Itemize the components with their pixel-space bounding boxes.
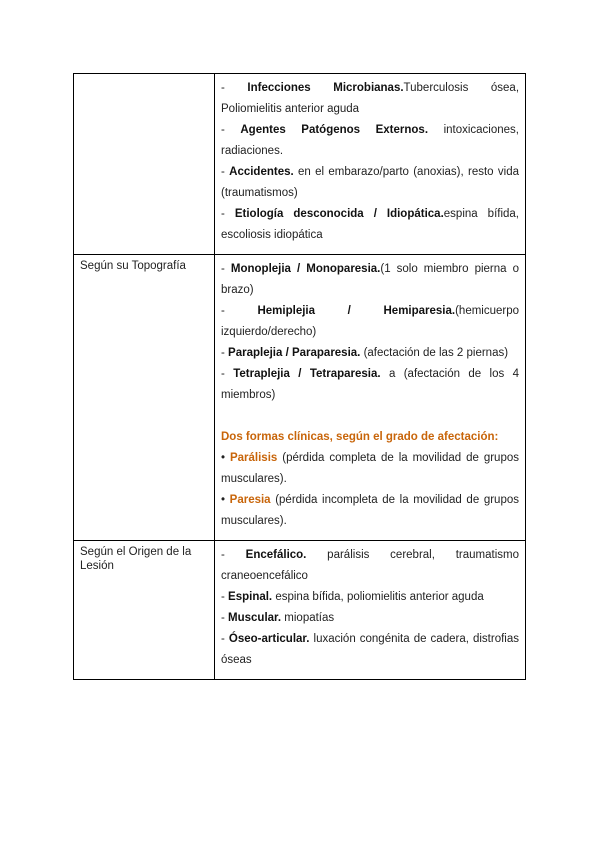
item-term: Paraplejia / Paraparesia. [228, 347, 361, 359]
bullet-text: (pérdida completa de la movilidad de grupos musculares). [221, 452, 519, 485]
item-term: Agentes Patógenos Externos. [240, 124, 429, 136]
list-item: - Tetraplejia / Tetraparesia. a (afectación de los 4 miembros) [221, 368, 519, 401]
item-text: espina bífida, poliomielitis anterior aguda [272, 591, 484, 603]
item-text: parálisis cerebral, traumatismo craneoencefálico [221, 549, 520, 582]
row-content [215, 74, 526, 255]
bullet-item: • Parálisis (pérdida completa de la movilidad de grupos musculares). [221, 452, 519, 485]
list-item: - Encefálico. parálisis cerebral, traumatismo craneoencefálico [221, 549, 520, 582]
list-item: - Etiología desconocida / Idiopática.espina bífida, escoliosis idiopática [221, 208, 519, 241]
item-term: Tetraplejia / Tetraparesia. [233, 368, 381, 380]
item-term: Monoplejia / Monoparesia. [230, 263, 381, 275]
item-term: Espinal. [228, 591, 273, 603]
item-text: intoxicaciones, radiaciones. [221, 124, 519, 157]
list-item: - Monoplejia / Monoparesia.(1 solo miembro pierna o brazo) [221, 263, 519, 296]
list-item: - Infecciones Microbianas.Tuberculosis ósea, Poliomielitis anterior aguda [221, 82, 520, 115]
row-label [74, 74, 215, 255]
list-item: - Hemiplejia / Hemiparesia.(hemicuerpo izquierdo/derecho) [221, 305, 520, 338]
list-item: - Espinal. espina bífida, poliomielitis anterior aguda [221, 591, 484, 603]
item-term: Óseo-articular. [228, 633, 310, 645]
classification-table [73, 73, 526, 680]
bullet-item: • Paresia (pérdida incompleta de la movilidad de grupos musculares). [221, 494, 519, 527]
item-text: luxación congénita de cadera, distrofias óseas [221, 633, 519, 666]
item-text: a (afectación de los 4 miembros) [221, 368, 519, 401]
item-text: Tuberculosis ósea, Poliomielitis anterior aguda [221, 82, 520, 115]
table-row [74, 541, 526, 680]
item-text: miopatías [281, 612, 335, 624]
item-term: Encefálico. [245, 549, 307, 561]
item-term: Hemiplejia / Hemiparesia. [257, 305, 456, 317]
row-label: Según su Topografía [74, 255, 215, 541]
bullet-term: Paresia [229, 494, 271, 506]
item-text: en el embarazo/parto (anoxias), resto vida (traumatismos) [221, 166, 519, 199]
list-item: - Óseo-articular. luxación congénita de cadera, distrofias óseas [221, 633, 519, 666]
item-term: Accidentes. [229, 166, 294, 178]
item-term: Muscular. [228, 612, 282, 624]
row-content [215, 541, 526, 680]
item-text: (afectación de las 2 piernas) [360, 347, 509, 359]
item-text: espina bífida, escoliosis idiopática [221, 208, 519, 241]
item-term: Etiología desconocida / Idiopática. [234, 208, 444, 220]
bullet-text: (pérdida incompleta de la movilidad de grupos musculares). [221, 494, 519, 527]
item-text: (hemicuerpo izquierdo/derecho) [221, 305, 520, 338]
item-text: (1 solo miembro pierna o brazo) [221, 263, 519, 296]
row-content [215, 255, 526, 541]
subheading: Dos formas clínicas, según el grado de afectación: [221, 431, 499, 443]
item-term: Infecciones Microbianas. [247, 82, 404, 94]
list-item: - Paraplejia / Paraparesia. (afectación de las 2 piernas) [221, 347, 509, 359]
list-item: - Muscular. miopatías [221, 612, 335, 624]
list-item: - Accidentes. en el embarazo/parto (anoxias), resto vida (traumatismos) [221, 166, 519, 199]
bullet-term: Parálisis [229, 452, 278, 464]
list-item: - Agentes Patógenos Externos. intoxicaciones, radiaciones. [221, 124, 519, 157]
table-row [74, 255, 526, 541]
table-row [74, 74, 526, 255]
row-label: Según el Origen de la Lesión [74, 541, 215, 680]
